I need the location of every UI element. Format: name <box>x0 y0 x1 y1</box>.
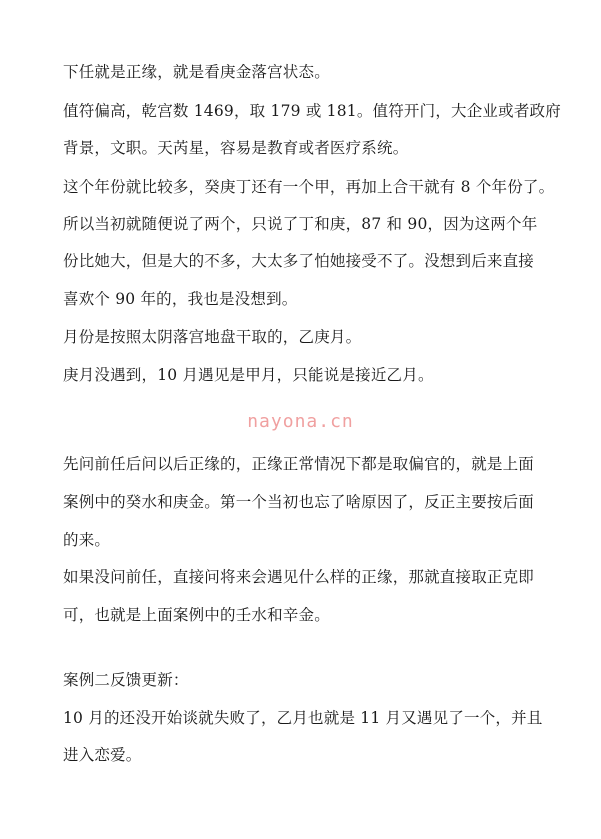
text-line-6: 份比她大，但是大的不多，大太多了怕她接受不了。没想到后来直接 <box>63 252 535 270</box>
text-line-1: 下任就是正缘，就是看庚金落宫状态。 <box>63 63 330 81</box>
text-line-10: 先问前任后问以后正缘的，正缘正常情况下都是取偏官的，就是上面 <box>63 455 535 473</box>
text-line-17: 进入恋爱。 <box>63 746 142 764</box>
text-line-16: 10 月的还没开始谈就失败了，乙月也就是 11 月又遇见了一个，并且 <box>63 709 543 727</box>
text-line-13: 如果没问前任，直接问将来会遇见什么样的正缘，那就直接取正克即 <box>63 568 535 586</box>
text-line-14: 可，也就是上面案例中的壬水和辛金。 <box>63 606 330 624</box>
text-line-8: 月份是按照太阴落宫地盘干取的，乙庚月。 <box>63 328 362 346</box>
watermark: nayona.cn <box>247 411 354 432</box>
text-line-11: 案例中的癸水和庚金。第一个当初也忘了啥原因了，反正主要按后面 <box>63 493 535 511</box>
text-line-3: 背景，文职。天芮星，容易是教育或者医疗系统。 <box>63 139 409 157</box>
text-line-7: 喜欢个 90 年的，我也是没想到。 <box>63 290 298 308</box>
text-line-4: 这个年份就比较多，癸庚丁还有一个甲，再加上合干就有 8 个年份了。 <box>63 178 555 196</box>
text-line-15: 案例二反馈更新： <box>63 671 189 689</box>
text-line-9: 庚月没遇到，10 月遇见是甲月，只能说是接近乙月。 <box>63 366 434 384</box>
text-line-2: 值符偏高，乾宫数 1469，取 179 或 181。值符开门，大企业或者政府 <box>63 102 561 120</box>
text-line-12: 的来。 <box>63 531 111 549</box>
text-line-5: 所以当初就随便说了两个，只说了丁和庚，87 和 90，因为这两个年 <box>63 215 538 233</box>
